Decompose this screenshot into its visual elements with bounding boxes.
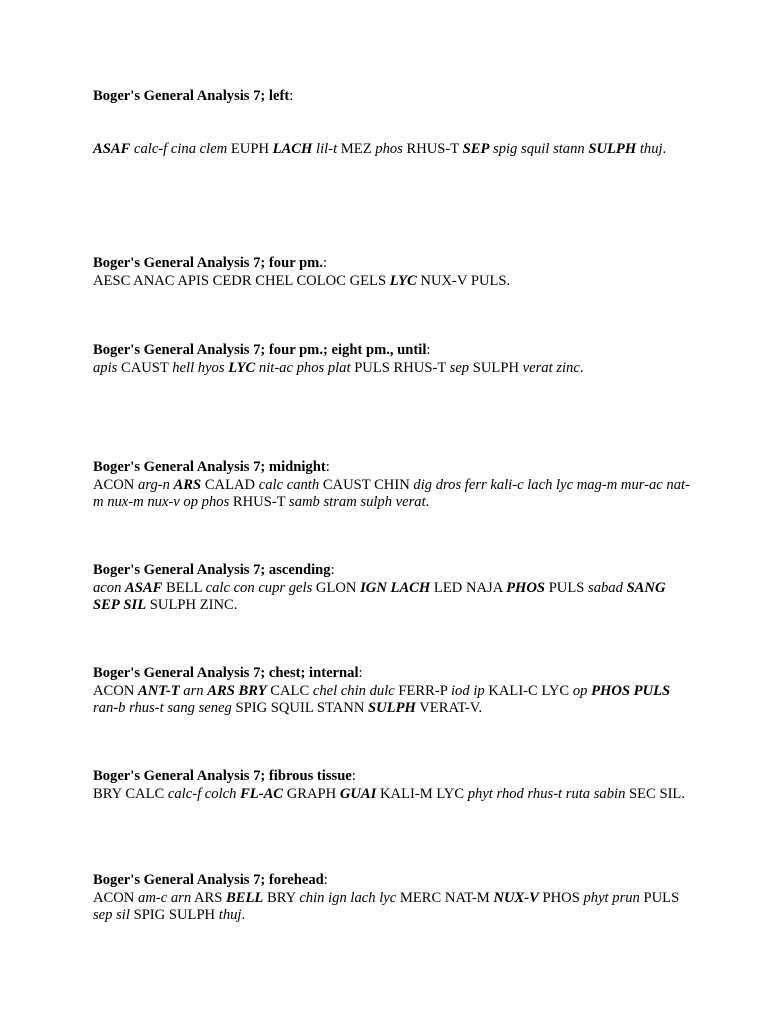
remedy-dros: dros: [435, 476, 462, 493]
remedy-sulph: SULPH: [168, 907, 216, 923]
remedy-lach: lach: [350, 889, 376, 906]
rubric-section-fibrous-tissue: [93, 768, 693, 803]
remedy-rhus-t: rhus-t: [527, 785, 563, 802]
remedy-sabin: sabin: [593, 785, 626, 802]
remedy-spig: spig: [493, 140, 518, 157]
remedy-caust: CAUST: [322, 476, 371, 493]
remedy-bell: BELL: [226, 889, 264, 906]
remedy-phos: PHOS: [591, 682, 630, 699]
rubric-heading: Boger's General Analysis 7; four pm.:: [93, 255, 328, 271]
remedy-bry: BRY: [238, 682, 267, 699]
remedy-lyc: LYC: [228, 359, 256, 376]
remedy-phyt: phyt: [467, 785, 493, 802]
remedy-sep: SEP: [93, 597, 120, 613]
remedy-spig: SPIG: [235, 700, 268, 716]
remedy-calc-f: calc-f: [133, 140, 168, 157]
remedy-sil: sil: [116, 907, 130, 923]
remedy-fl-ac: FL-AC: [240, 785, 284, 802]
remedy-lyc: lyc: [379, 889, 397, 906]
remedy-hyos: hyos: [197, 359, 225, 376]
remedy-squil: squil: [521, 140, 550, 157]
remedy-clem: clem: [199, 140, 228, 157]
remedy-prun: prun: [612, 889, 640, 906]
remedy-glon: GLON: [315, 579, 357, 596]
remedy-ign: IGN: [360, 579, 387, 596]
remedy-rhus-t: RHUS-T: [393, 359, 446, 376]
remedy-samb: samb: [289, 494, 320, 510]
remedy-thuj: thuj: [218, 907, 242, 923]
remedy-merc: MERC: [399, 889, 442, 906]
remedy-calc-f: calc-f: [167, 785, 202, 802]
remedy-list: ACON ANT-T arn ARS BRY CALC chel chin dulc FERR-P iod ip KALI-C LYC op PHOS PULS ran-b rhus-t sang seneg SPIG SQUIL STANN SULPH VERAT-V.: [93, 682, 671, 716]
remedy-puls: PULS: [548, 579, 585, 596]
remedy-list: ACON am-c arn ARS BELL BRY chin ign lach lyc MERC NAT-M NUX-V PHOS phyt prun PULS sep sil SPIG SULPH thuj.: [93, 889, 680, 923]
remedy-bell: BELL: [166, 579, 202, 596]
remedy-acon: ACON: [93, 476, 135, 493]
remedy-chin: CHIN: [374, 476, 410, 493]
remedy-chel: CHEL: [255, 272, 293, 289]
remedy-aesc: AESC: [93, 272, 131, 289]
rubric-heading: Boger's General Analysis 7; four pm.; eight pm., until:: [93, 342, 431, 358]
remedy-coloc: COLOC: [296, 272, 346, 289]
remedy-rhus-t: RHUS-T: [232, 494, 286, 510]
remedy-mag-m: mag-m: [576, 476, 618, 493]
remedy-mur-ac: mur-ac: [620, 476, 663, 493]
remedy-ferr-p: FERR-P: [398, 682, 448, 699]
rubric-heading: Boger's General Analysis 7; chest; internal:: [93, 665, 363, 681]
remedy-apis: APIS: [177, 272, 209, 289]
remedy-asaf: ASAF: [125, 579, 163, 596]
remedy-acon: ACON: [93, 682, 135, 699]
remedy-dig: dig: [413, 476, 433, 493]
remedy-sulph: SULPH: [149, 597, 197, 613]
remedy-ip: ip: [473, 682, 485, 699]
rubric-heading: Boger's General Analysis 7; fibrous tissue:: [93, 768, 356, 784]
remedy-nat-m: nat-m: [93, 476, 690, 510]
remedy-stann: stann: [553, 140, 585, 157]
remedy-puls: PULS: [470, 272, 507, 289]
remedy-ran-b: ran-b: [93, 700, 126, 716]
remedy-sulph: SULPH: [368, 700, 416, 716]
remedy-arn: arn: [170, 889, 192, 906]
remedy-list: ASAF calc-f cina clem EUPH LACH lil-t MEZ phos RHUS-T SEP spig squil stann SULPH thuj.: [93, 140, 667, 157]
remedy-spig: SPIG: [133, 907, 166, 923]
remedy-lyc: LYC: [436, 785, 465, 802]
remedy-chin: chin: [340, 682, 366, 699]
remedy-chin: chin: [299, 889, 325, 906]
remedy-stram: stram: [323, 494, 357, 510]
remedy-ruta: ruta: [565, 785, 591, 802]
remedy-lyc: LYC: [541, 682, 570, 699]
remedy-kali-c: kali-c: [490, 476, 524, 493]
remedy-calc: calc: [205, 579, 230, 596]
remedy-sep: SEP: [462, 140, 490, 157]
remedy-naja: NAJA: [465, 579, 503, 596]
remedy-cupr: cupr: [258, 579, 286, 596]
remedy-list: acon ASAF BELL calc con cupr gels GLON IGN LACH LED NAJA PHOS PULS sabad SANG SEP SIL SULPH ZINC.: [93, 579, 666, 613]
remedy-lach: lach: [527, 476, 553, 493]
remedy-verat: verat: [522, 359, 553, 376]
remedy-sang: SANG: [626, 579, 666, 596]
remedy-verat: verat: [395, 494, 426, 510]
remedy-phos: PHOS: [542, 889, 580, 906]
remedy-gels: GELS: [349, 272, 387, 289]
remedy-gels: gels: [288, 579, 313, 596]
remedy-asaf: ASAF: [93, 140, 131, 157]
remedy-rhus-t: RHUS-T: [406, 140, 459, 157]
rubric-section-ascending: [93, 562, 693, 615]
remedy-arg-n: arg-n: [138, 476, 170, 493]
remedy-kali-m: KALI-M: [379, 785, 433, 802]
remedy-op: op: [572, 682, 588, 699]
remedy-calc: CALC: [270, 682, 310, 699]
remedy-squil: SQUIL: [270, 700, 314, 716]
remedy-sang: sang: [167, 700, 195, 716]
remedy-plat: plat: [327, 359, 351, 376]
remedy-phos: phos: [201, 494, 230, 510]
remedy-calad: CALAD: [204, 476, 256, 493]
remedy-list: BRY CALC calc-f colch FL-AC GRAPH GUAI KALI-M LYC phyt rhod rhus-t ruta sabin SEC SIL.: [93, 785, 685, 802]
remedy-graph: GRAPH: [286, 785, 337, 802]
remedy-nux-v: NUX-V: [420, 272, 468, 289]
remedy-sep: sep: [93, 907, 113, 923]
remedy-chel: chel: [312, 682, 338, 699]
remedy-sulph: SULPH: [472, 359, 519, 376]
remedy-caust: CAUST: [120, 359, 169, 376]
remedy-nux-m: nux-m: [107, 494, 144, 510]
remedy-bry: BRY: [93, 785, 122, 802]
remedy-euph: EUPH: [230, 140, 269, 157]
remedy-cina: cina: [170, 140, 197, 157]
remedy-led: LED: [433, 579, 463, 596]
remedy-ign: ign: [328, 889, 347, 906]
remedy-phyt: phyt: [583, 889, 609, 906]
remedy-calc: calc: [258, 476, 284, 493]
rubric-heading: Boger's General Analysis 7; forehead:: [93, 872, 328, 888]
remedy-rhod: rhod: [496, 785, 524, 802]
rubric-section-left: [93, 88, 693, 158]
remedy-sulph: sulph: [360, 494, 393, 510]
remedy-lil-t: lil-t: [316, 140, 338, 157]
remedy-ars: ARS: [207, 682, 235, 699]
remedy-list: ACON arg-n ARS CALAD calc canth CAUST CHIN dig dros ferr kali-c lach lyc mag-m mur-ac nat-m nux-m nux-v op phos RHUS-T samb stram sulph verat.: [93, 476, 690, 510]
remedy-lach: LACH: [272, 140, 313, 157]
remedy-sec: SEC: [629, 785, 656, 802]
remedy-op: op: [183, 494, 199, 510]
remedy-puls: PULS: [643, 889, 680, 906]
remedy-con: con: [233, 579, 255, 596]
remedy-puls: PULS: [633, 682, 671, 699]
remedy-phos: phos: [375, 140, 403, 157]
remedy-nux-v: nux-v: [147, 494, 180, 510]
remedy-nit-ac: nit-ac: [258, 359, 293, 376]
remedy-dulc: dulc: [369, 682, 395, 699]
remedy-nat-m: NAT-M: [444, 889, 490, 906]
remedy-lyc: LYC: [389, 272, 417, 289]
remedy-acon: ACON: [93, 889, 135, 906]
rubric-section-chest-internal: [93, 665, 693, 718]
remedy-iod: iod: [451, 682, 470, 699]
remedy-seneg: seneg: [198, 700, 232, 716]
remedy-ferr: ferr: [464, 476, 487, 493]
remedy-sulph: SULPH: [588, 140, 637, 157]
remedy-canth: canth: [286, 476, 320, 493]
remedy-apis: apis: [93, 359, 118, 376]
rubric-section-midnight: [93, 459, 693, 512]
remedy-calc: CALC: [125, 785, 165, 802]
remedy-thuj: thuj: [639, 140, 663, 157]
remedy-sil: SIL: [123, 597, 147, 613]
remedy-list: AESC ANAC APIS CEDR CHEL COLOC GELS LYC NUX-V PULS.: [93, 272, 511, 289]
remedy-ars: ARS: [193, 889, 223, 906]
remedy-phos: phos: [296, 359, 325, 376]
remedy-list: apis CAUST hell hyos LYC nit-ac phos plat PULS RHUS-T sep SULPH verat zinc.: [93, 359, 584, 376]
remedy-hell: hell: [172, 359, 195, 376]
rubric-heading: Boger's General Analysis 7; ascending:: [93, 562, 335, 578]
remedy-lach: LACH: [390, 579, 431, 596]
rubric-section-four-pm: [93, 255, 693, 290]
remedy-zinc: ZINC: [199, 597, 234, 613]
remedy-stann: STANN: [316, 700, 365, 716]
remedy-am-c: am-c: [138, 889, 168, 906]
rubric-heading: Boger's General Analysis 7; midnight:: [93, 459, 330, 475]
remedy-cedr: CEDR: [212, 272, 252, 289]
remedy-zinc: zinc: [556, 359, 580, 376]
remedy-sil: SIL: [659, 785, 682, 802]
remedy-anac: ANAC: [133, 272, 175, 289]
rubric-heading: Boger's General Analysis 7; left:: [93, 88, 294, 104]
rubric-section-forehead: [93, 872, 693, 925]
remedy-acon: acon: [93, 579, 122, 596]
remedy-sep: sep: [449, 359, 470, 376]
remedy-bry: BRY: [266, 889, 296, 906]
remedy-kali-c: KALI-C: [488, 682, 538, 699]
remedy-colch: colch: [204, 785, 237, 802]
remedy-puls: PULS: [354, 359, 390, 376]
remedy-ant-t: ANT-T: [138, 682, 180, 699]
remedy-arn: arn: [183, 682, 204, 699]
remedy-mez: MEZ: [340, 140, 372, 157]
rubric-section-four-pm-eight-pm: [93, 342, 693, 377]
remedy-sabad: sabad: [588, 579, 623, 596]
remedy-nux-v: NUX-V: [493, 889, 539, 906]
remedy-verat-v: VERAT-V: [419, 700, 479, 716]
remedy-ars: ARS: [173, 476, 202, 493]
remedy-rhus-t: rhus-t: [129, 700, 164, 716]
remedy-lyc: lyc: [556, 476, 574, 493]
remedy-phos: PHOS: [506, 579, 546, 596]
remedy-guai: GUAI: [339, 785, 377, 802]
